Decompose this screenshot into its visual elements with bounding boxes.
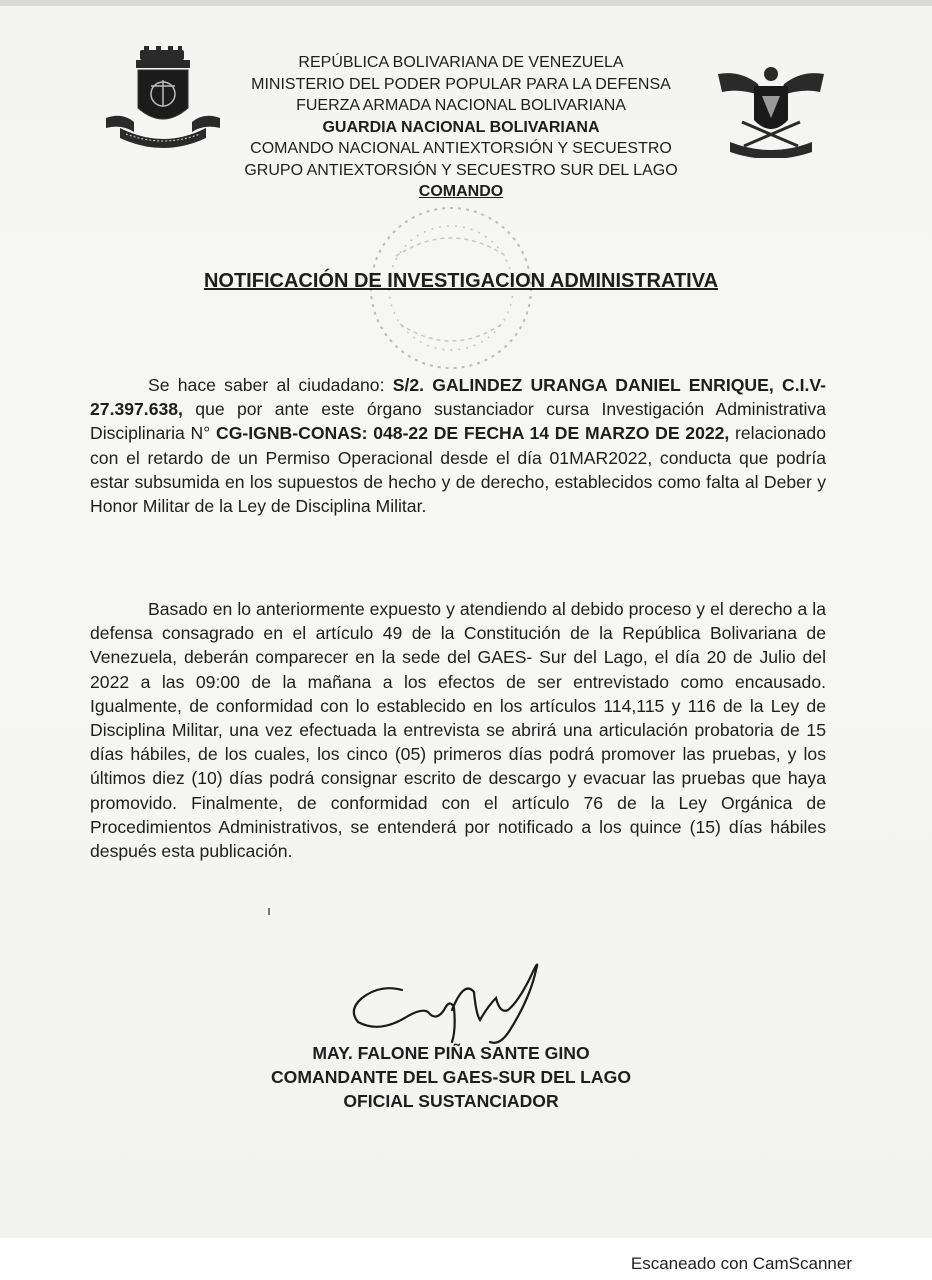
paragraph1-text-1: Se hace saber al ciudadano:: [148, 375, 393, 395]
header-republic: REPÚBLICA BOLIVARIANA DE VENEZUELA: [298, 54, 624, 71]
paragraph-notification: [90, 373, 826, 518]
letterhead: [200, 52, 722, 203]
signer-role: COMANDANTE DEL GAES-SUR DEL LAGO: [270, 1067, 632, 1087]
header-group: GRUPO ANTIEXTORSIÓN Y SECUESTRO SUR DEL LAGO: [244, 161, 678, 179]
handwritten-signature: [340, 950, 560, 1046]
paragraph2-text: Basado en lo anteriormente expuesto y atendiendo al debido proceso y el derecho a la defensa consagrado en el artículo 49 de la Constitución de la República Bolivariana de Venezuela, deberán comparecer en la sede del GAES- Sur del Lago, el día 20 de Julio del 2022 a las 09:00 de la mañana a los efectos de ser entrevistado como encausado. Igualmente, de conformidad con lo establecido en los artículos 114,115 y 116 de la Ley de Disciplina Militar, una vez efectuada la entrevista se abrirá una articulación probatoria de 15 días hábiles, de los cuales, los cinco (05) primeros días podrá promover las pruebas, y los últimos diez (10) días podrá consignar escrito de descargo y evacuar las pruebas que haya promovido. Finalmente, de conformidad con el artículo 76 de la Ley Orgánica de Procedimientos Administrativos, se entenderá por notificado a los quince (15) días hábiles después esta publicación.: [90, 599, 826, 862]
header-ministry: MINISTERIO DEL PODER POPULAR PARA LA DEFENSA: [251, 75, 671, 93]
header-comando: COMANDO: [418, 183, 504, 200]
paragraph1-text-2: que por ante este órgano sustanciador cursa Investigación Administrativa Disciplinaria N°: [90, 399, 826, 444]
header-conas: COMANDO NACIONAL ANTIEXTORSIÓN Y SECUESTRO: [250, 140, 672, 157]
accused-name-id: S/2. GALINDEZ URANGA DANIEL ENRIQUE, C.I.V-27.397.638,: [90, 375, 826, 420]
document-title: NOTIFICACIÓN DE INVESTIGACION ADMINISTRATIVA: [203, 270, 719, 292]
header-armed-forces: FUERZA ARMADA NACIONAL BOLIVARIANA: [296, 97, 626, 114]
conas-eagle-emblem-icon: [718, 62, 824, 158]
signer-block: [200, 1041, 702, 1113]
paragraph1-text-3: relacionado con el retardo de un Permiso Operacional desde el día 01MAR2022, conducta que podría estar subsumida en los supuestos de hecho y de derecho, establecidos como falta al Deber y Honor Militar de la Ley de Disciplina Militar.: [90, 423, 827, 517]
camscanner-footer: Escaneado con CamScanner: [630, 1254, 852, 1273]
header-guardia: GUARDIA NACIONAL BOLIVARIANA: [322, 118, 600, 136]
signer-function: OFICIAL SUSTANCIADOR: [343, 1091, 559, 1111]
scan-mark: [268, 908, 270, 915]
paragraph-summons: [90, 597, 826, 863]
signer-name: MAY. FALONE PIÑA SANTE GINO: [312, 1043, 590, 1063]
case-number: CG-IGNB-CONAS: 048-22 DE FECHA 14 DE MARZO DE 2022,: [216, 423, 730, 444]
scan-edge: [0, 0, 932, 6]
